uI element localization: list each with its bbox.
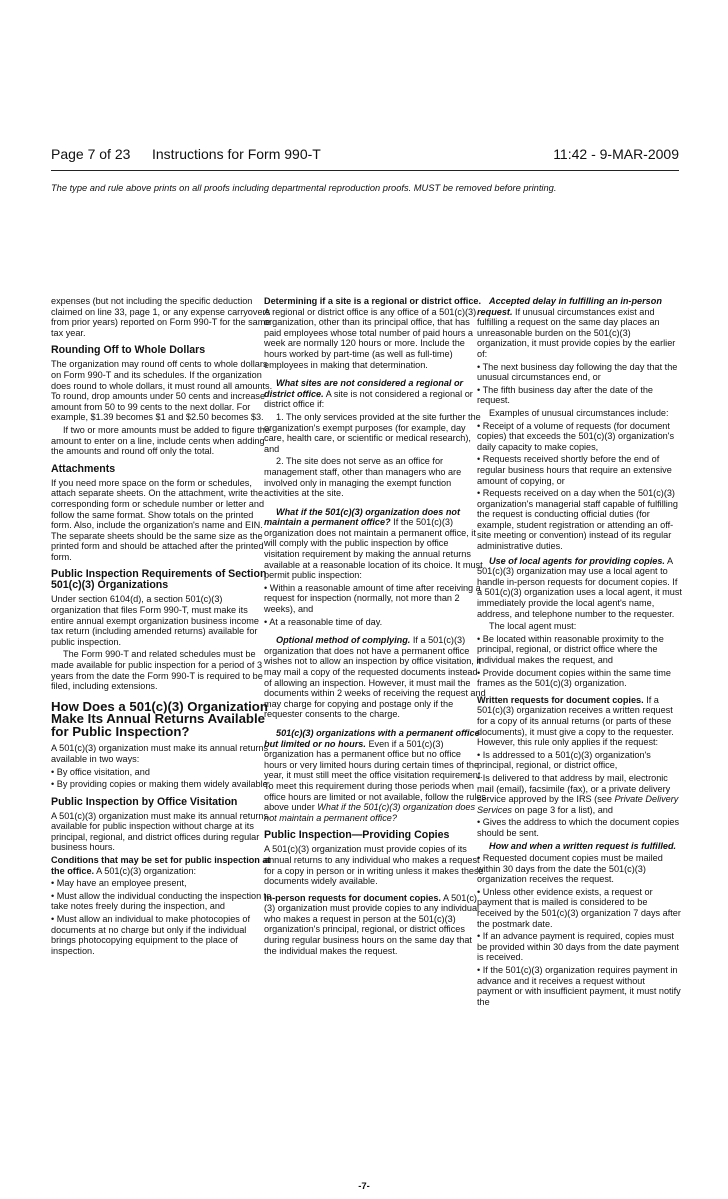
bullet-item: • Must allow an individual to make photocopies of documents at no charge but only if the individual brings photocopying equipment to the place of inspection. <box>51 914 250 956</box>
header-rule <box>51 170 679 171</box>
paragraph: The Form 990-T and related schedules must be made available for public inspection for a period of 3 years from the date the Form 990-T is required to be filed, including extensions. <box>51 649 263 692</box>
paragraph <box>264 507 486 581</box>
paragraph: Examples of unusual circumstances include: <box>489 407 669 418</box>
heading-attachments: Attachments <box>51 462 116 475</box>
subheading-fulfilled: How and when a written request is fulfilled. <box>489 840 677 851</box>
run-in-text: If unusual circumstances exist and fulfilling a request on the same day places an unreasonable burden on the 501(c)(3) organization, it must provide copies by the earlier of: <box>477 306 676 359</box>
bullet-item: • By office visitation, and <box>51 766 150 777</box>
page-number: Page 7 of 23 <box>51 146 131 162</box>
form-title: Instructions for Form 990-T <box>152 146 321 162</box>
run-in-heading: Conditions that may be set for public inspection at the office. <box>51 855 271 876</box>
paragraph <box>477 296 682 360</box>
column-2 <box>264 296 486 958</box>
bullet-item: • Be located within reasonable proximity to the principal, regional, or district office where the individual makes the request, and <box>477 633 664 665</box>
bullet-item: • At a reasonable time of day. <box>264 616 383 627</box>
bullet-item: • Requests received on a day when the 501(c)(3) organization's managerial staff capable of fulfilling the request is conducting official duties (for example, student registration or attending an off-site meeting or convention) instead of its regular administrative duties. <box>477 488 678 552</box>
run-in-heading: 501(c)(3) organizations with a permanent office but limited or no hours. <box>264 727 480 749</box>
bullet-item: • Gives the address to which the document copies should be sent. <box>477 817 680 838</box>
paragraph: expenses (but not including the specific deduction claimed on line 33, page 1, or any expense carryovers from prior years) reported on Form 990-T for the same tax year. <box>51 296 271 338</box>
run-in-text: A site is not considered a regional or district office if: <box>264 388 473 410</box>
proof-note: The type and rule above prints on all proofs including departmental reproduction proofs. MUST be removed before printing. <box>51 183 557 193</box>
run-in-text: A 501(c)(3) organization must provide copies to any individual who makes a request in person at the 501(c)(3) organization's principal, regional, or district offices during regular business hours on the same day that the individual makes the request. <box>264 892 480 956</box>
bullet-item <box>477 773 682 815</box>
column-1 <box>51 296 273 958</box>
paragraph <box>264 728 486 823</box>
paragraph: 2. The site does not serve as an office for management staff, other than managers who are involved only in managing the exempt function activities at the site. <box>264 456 462 499</box>
run-in-heading: Written requests for document copies. <box>477 694 644 705</box>
run-in-text: If a 501(c)(3) organization receives a written request for a copy of its annual returns (or parts of these documents), it must give a copy to the requester. However, this rule only applies if the request: <box>477 694 674 748</box>
run-in-heading: Accepted delay in fulfilling an in-person request. <box>477 296 662 317</box>
run-in-heading: Use of local agents for providing copies. <box>489 555 665 566</box>
bullet-item: • If an advance payment is required, copies must be provided within 30 days from the date payment is received. <box>477 931 679 963</box>
run-in-text: A regional or district office is any office of a 501(c)(3) organization, other than its principal office, that has paid employees whose total number of paid hours a week are normally 120 hours or more. Include the hours worked by part-time (as well as full-time) employees in making that determination. <box>264 306 477 370</box>
bullet-item: • Requested document copies must be mailed within 30 days from the date the 501(c)(3) organization receives the request. <box>477 853 663 885</box>
heading-how-does: How Does a 501(c)(3) Organization Make Its Annual Returns Available for Public Inspection? <box>51 698 268 739</box>
paragraph <box>51 855 273 876</box>
bullet-item: • If the 501(c)(3) organization requires payment in advance and it receives a request without payment or with insufficient payment, it must notify the <box>477 965 681 1007</box>
paragraph: A 501(c)(3) organization must make its annual returns available for public inspection without charge at its principal, regional, and district offices during regular business hours. <box>51 810 269 853</box>
bullet-item: • Requests received shortly before the end of regular business hours that require an extensive amount of copying, or <box>477 454 672 486</box>
bullet-item: • Must allow the individual conducting the inspection to take notes freely during the inspection, and <box>51 890 272 912</box>
run-in-text: Even if a 501(c)(3) organization has a permanent office but no office hours or very limited hours during certain times of the year, it must still meet the office visitation requirement. To meet this requirement during those periods when office hours are limited or not available, follow the rules above under <box>264 738 486 813</box>
paragraph: If you need more space on the form or schedules, attach separate sheets. On the attachment, write the corresponding form or schedule number or letter and follow the same format. Show totals on the printed form. Also, include the organization's name and EIN. The separate sheets should be the same size as the printed form and should be attached after the printed form. <box>51 477 265 562</box>
paragraph: The local agent must: <box>489 621 577 632</box>
run-in-heading: In-person requests for document copies. <box>264 892 441 903</box>
run-in-heading: Determining if a site is a regional or district office. <box>264 296 482 306</box>
paragraph <box>477 556 682 620</box>
paragraph <box>264 635 486 720</box>
bullet-item: • The next business day following the day that the unusual circumstances end, or <box>477 361 678 383</box>
run-in-heading: What if the 501(c)(3) organization does not maintain a permanent office? <box>264 506 461 528</box>
paragraph: The organization may round off cents to whole dollars on Form 990-T and its schedules. If the organization does round to whole dollars, it must round all amounts. To round, drop amounts under 50 cents and increase amount from 50 to 99 cents to the next dollar. For example, $1.39 becomes $1 and $2.50 becomes $3. <box>51 359 273 423</box>
heading-providing-copies: Public Inspection—Providing Copies <box>264 829 450 842</box>
cross-reference: Private Delivery Services <box>477 794 679 815</box>
run-in-heading: Optional method of complying. <box>276 635 411 646</box>
column-3 <box>477 296 682 1009</box>
run-in-heading: What sites are not considered a regional or district office. <box>264 378 464 399</box>
bullet-item: • The fifth business day after the date of the request. <box>477 384 654 406</box>
proof-timestamp: 11:42 - 9-MAR-2009 <box>553 146 679 162</box>
paragraph: A 501(c)(3) organization must make its annual returns available in two ways: <box>51 743 269 764</box>
bullet-item: • Provide document copies within the same time frames as the 501(c)(3) organization. <box>477 667 671 689</box>
bullet-item: • Unless other evidence exists, a request or payment that is mailed is considered to be received by the 501(c)(3) organization 7 days after the postmark date. <box>477 886 681 929</box>
paragraph <box>264 378 486 410</box>
run-in-text: If the 501(c)(3) organization does not maintain a permanent office, it will comply with the public inspection by office visitation requirement by making the annual returns available at a reasonable location of its choice. It must permit public inspection: <box>264 517 483 581</box>
paragraph: Under section 6104(d), a section 501(c)(3) organization that files Form 990-T, must make its entire annual exempt organization business income tax return (including amended returns) available for public inspection. <box>51 594 259 647</box>
heading-public-inspection: Public Inspection Requirements of Section 501(c)(3) Organizations <box>51 568 267 592</box>
paragraph <box>264 893 486 957</box>
paragraph: 1. The only services provided at the site further the organization's exempt purposes (for example, day care, health care, or scientific or medical research), and <box>264 411 481 454</box>
heading-office-visitation: Public Inspection by Office Visitation <box>51 795 238 808</box>
paragraph <box>264 296 486 370</box>
bullet-text: • Is delivered to that address by mail, electronic mail (email), facsimile (fax), or a private delivery service approved by the IRS (see <box>477 772 671 805</box>
run-in-text: A 501(c)(3) organization: <box>96 865 197 876</box>
bullet-text: on page 3 for a list), and <box>514 804 613 815</box>
paragraph: A 501(c)(3) organization must provide copies of its annual returns to any individual who makes a request for a copy in person or in writing unless it makes these documents widely available. <box>264 844 484 887</box>
bullet-item: • May have an employee present, <box>51 878 187 889</box>
paragraph: If two or more amounts must be added to figure the amount to enter on a line, include cents when adding the amounts and round off only the total. <box>51 424 270 457</box>
bullet-item: • Within a reasonable amount of time after receiving a request for inspection (normally, not more than 2 weeks), and <box>264 582 481 615</box>
cross-reference: What if the 501(c)(3) organization does not maintain a permanent office? <box>264 802 476 823</box>
bullet-item: • Receipt of a volume of requests (for document copies) that exceeds the 501(c)(3) organization's daily capacity to make copies, <box>477 420 675 452</box>
page-footer-number: -7- <box>358 1181 370 1192</box>
paragraph <box>477 695 682 748</box>
bullet-item: • Is addressed to a 501(c)(3) organization's principal, regional, or district office, <box>477 749 651 771</box>
run-in-text: If a 501(c)(3) organization that does not have a permanent office wishes not to allow an inspection by office visitation, it may mail a copy of the requested documents instead of allowing an inspection. However, it must mail the documents within 2 weeks of receiving the request and may charge for copying and postage only if the requester consents to the charge. <box>264 635 486 720</box>
bullet-item: • By providing copies or making them widely available. <box>51 779 271 790</box>
heading-rounding: Rounding Off to Whole Dollars <box>51 344 206 357</box>
run-in-text: A 501(c)(3) organization may use a local agent to handle in-person requests for document copies. If a 501(c)(3) organization uses a local agent, it must immediately provide the local agent's name, address, and telephone number to the requester. <box>477 555 682 619</box>
